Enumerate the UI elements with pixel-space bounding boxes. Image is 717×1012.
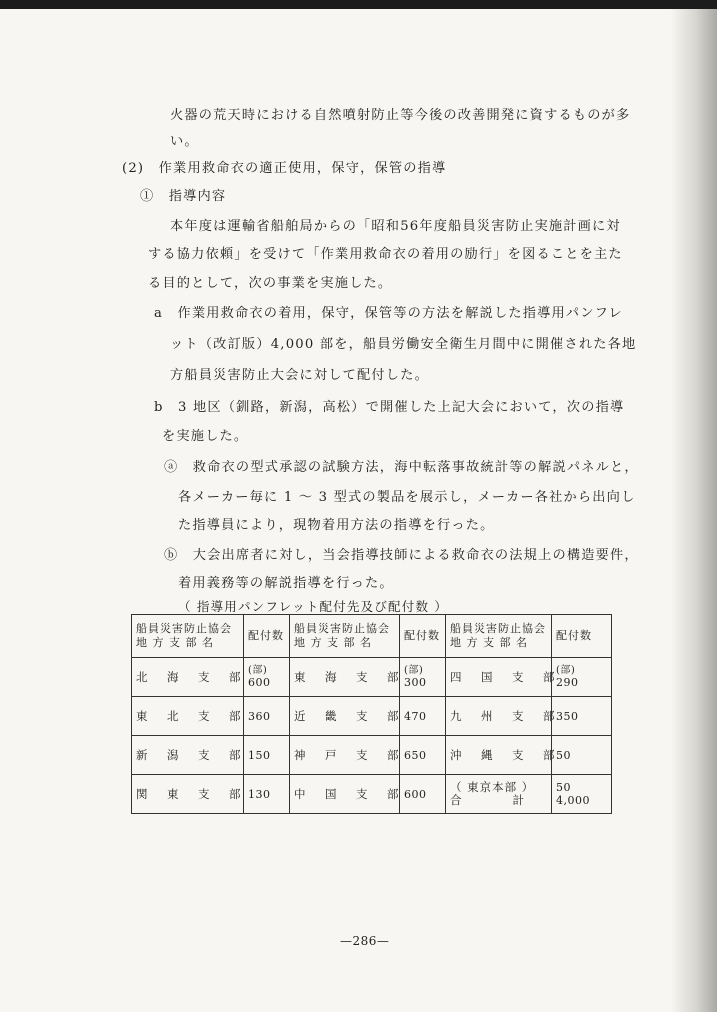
header-count-1: 配付数 [244,615,290,658]
count-cell: (部) 290 [552,658,612,697]
table-caption: （ 指導用パンフレット配付先及び配付数 ） [178,599,449,614]
count-cell-total: 50 4,000 [552,775,612,814]
branch-cell: 北 海 支 部 [132,658,244,697]
section-heading: (2) 作業用救命衣の適正使用，保守，保管の指導 [122,161,447,176]
count-cell: 350 [552,697,612,736]
distribution-table [131,614,612,814]
header-branch-2: 船員災害防止協会 地 方 支 部 名 [290,615,400,658]
count-cell: 50 [552,736,612,775]
item-a-line-3: 方船員災害防止大会に対して配付した。 [170,368,429,383]
item-b-circled-line-1: ⓑ 大会出席者に対し，当会指導技師による救命衣の法規上の構造要件， [164,548,639,563]
count-cell: 150 [244,736,290,775]
page-number: —286— [340,934,390,948]
table-row [132,736,612,775]
scan-top-edge [0,0,717,9]
table-header-row [132,615,612,658]
header-count-3: 配付数 [552,615,612,658]
branch-cell: 新 潟 支 部 [132,736,244,775]
header-branch-1: 船員災害防止協会 地 方 支 部 名 [132,615,244,658]
count-cell: 130 [244,775,290,814]
branch-cell: 近 畿 支 部 [290,697,400,736]
count-cell: 600 [400,775,446,814]
text-line-7: る目的として，次の事業を実施した。 [148,276,393,291]
item-b-line-2: を実施した。 [162,429,249,444]
table-row [132,775,612,814]
count-cell: (部) 600 [244,658,290,697]
header-branch-3: 船員災害防止協会 地 方 支 部 名 [446,615,552,658]
count-cell: 360 [244,697,290,736]
branch-cell: 東 海 支 部 [290,658,400,697]
text-line-2: い。 [170,134,199,149]
item-b-line-1: b 3 地区（釧路，新潟，高松）で開催した上記大会において，次の指導 [154,400,625,415]
table-row [132,697,612,736]
text-line-1: 火器の荒天時における自然噴射防止等今後の改善開発に資するものが多 [170,108,631,123]
count-cell: 650 [400,736,446,775]
table-row [132,658,612,697]
branch-cell: 四 国 支 部 [446,658,552,697]
text-line-6: する協力依頼」を受けて「作業用救命衣の着用の励行」を図ることを主た [148,247,623,262]
count-cell: 470 [400,697,446,736]
item-a-circled-line-1: ⓐ 救命衣の型式承認の試験方法，海中転落事故統計等の解説パネルと， [164,460,639,475]
branch-cell: 中 国 支 部 [290,775,400,814]
item-a-line-2: ット（改訂版）4,000 部を，船員労働安全衛生月間中に開催された各地 [170,337,637,352]
count-cell: (部) 300 [400,658,446,697]
branch-cell: 九 州 支 部 [446,697,552,736]
text-line-5: 本年度は運輸省船舶局からの「昭和56年度船員災害防止実施計画に対 [170,219,621,234]
scan-binding-shadow [671,9,717,1012]
branch-cell: 神 戸 支 部 [290,736,400,775]
item-b-circled-line-2: 着用義務等の解説指導を行った。 [178,576,394,591]
subsection-heading: ① 指導内容 [140,189,227,204]
branch-cell: 東 北 支 部 [132,697,244,736]
header-count-2: 配付数 [400,615,446,658]
branch-cell: 沖 縄 支 部 [446,736,552,775]
item-a-circled-line-2: 各メーカー毎に 1 ～ 3 型式の製品を展示し，メーカー各社から出向し [178,490,636,505]
branch-cell: 関 東 支 部 [132,775,244,814]
item-a-line-1: a 作業用救命衣の着用，保守，保管等の方法を解説した指導用パンフレ [154,306,623,321]
branch-cell-total: （ 東京本部 ） 合 計 [446,775,552,814]
item-a-circled-line-3: た指導員により，現物着用方法の指導を行った。 [178,518,495,533]
